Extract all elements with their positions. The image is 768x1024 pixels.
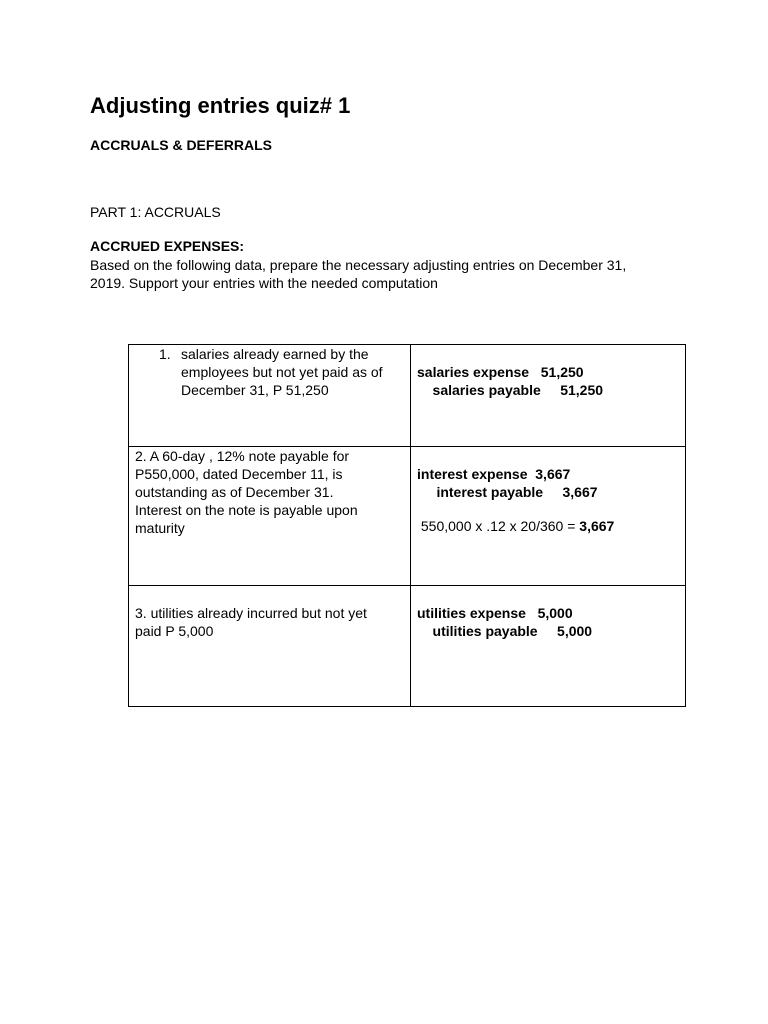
question-line: P550,000, dated December 11, is — [135, 466, 343, 482]
question-line: Interest on the note is payable upon — [135, 502, 358, 518]
computation-result: 3,667 — [579, 518, 615, 534]
question-cell — [129, 447, 411, 586]
answer-cell — [411, 345, 686, 447]
question-line: employees but not yet paid as of — [181, 364, 383, 380]
question-line: December 31, P 51,250 — [181, 382, 329, 398]
table-row — [129, 447, 686, 586]
entry-credit: interest payable 3,667 — [417, 484, 598, 500]
answer-cell — [411, 447, 686, 586]
table-row — [129, 345, 686, 447]
instructions-line: Based on the following data, prepare the necessary adjusting entries on December 31, — [90, 257, 627, 273]
question-line: paid P 5,000 — [135, 623, 214, 639]
entry-credit: utilities payable 5,000 — [417, 623, 593, 639]
section-heading: ACCRUED EXPENSES: — [90, 238, 245, 254]
instructions — [90, 256, 690, 292]
part-heading: PART 1: ACCRUALS — [90, 204, 221, 220]
table-row — [129, 586, 686, 707]
question-cell — [129, 345, 411, 447]
question-line: salaries already earned by the — [181, 346, 369, 362]
question-line: 3. utilities already incurred but not yet — [135, 605, 367, 621]
item-number: 1. — [159, 346, 171, 362]
instructions-line: 2019. Support your entries with the needed computation — [90, 275, 438, 291]
entry-debit: interest expense 3,667 — [417, 466, 571, 482]
entry-debit: utilities expense 5,000 — [417, 605, 573, 621]
question-line: 2. A 60-day , 12% note payable for — [135, 448, 350, 464]
question-line: outstanding as of December 31. — [135, 484, 334, 500]
computation-line — [417, 517, 685, 535]
computation-formula: 550,000 x .12 x 20/360 = — [417, 518, 580, 534]
entries-table — [128, 344, 686, 707]
answer-cell — [411, 586, 686, 707]
question-cell — [129, 586, 411, 707]
entry-credit: salaries payable 51,250 — [417, 382, 604, 398]
entry-debit: salaries expense 51,250 — [417, 364, 584, 380]
page-subtitle: ACCRUALS & DEFERRALS — [90, 137, 272, 153]
page-title: Adjusting entries quiz# 1 — [90, 93, 351, 118]
question-line: maturity — [135, 520, 185, 536]
